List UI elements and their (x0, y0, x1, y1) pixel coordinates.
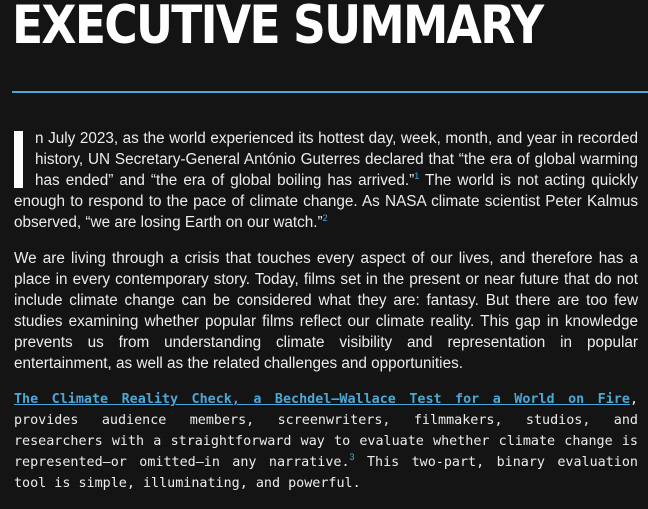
paragraph-2: We are living through a crisis that touches every aspect of our lives, and therefore has a place in every contemporary story. Today, films set in the present or near future that do not include climate change can be considered what they are: fantasy. But there are too few studies examining whether popular films reflect our climate reality. This gap in knowledge prevents us from understanding climate visibility and representation in popular entertainment, as well as the related challenges and opportunities. (14, 250, 638, 372)
footnote-ref-1[interactable]: 1 (414, 171, 420, 181)
page-title: EXECUTIVE SUMMARY (12, 0, 543, 56)
paragraph-1 (14, 128, 638, 233)
paragraph-1-text-b: The world is not acting quickly enough to respond to the pace of climate change. As NASA climate scientist Peter Kalmus observed, “we are losing Earth on our watch.” (14, 172, 638, 231)
title-divider (12, 91, 648, 93)
climate-reality-check-link[interactable]: The Climate Reality Check, a Bechdel–Wallace Test for a World on Fire (14, 392, 630, 407)
drop-cap-bar (14, 131, 23, 188)
footnote-ref-2[interactable]: 2 (322, 213, 328, 223)
footnote-ref-3[interactable]: 3 (349, 452, 355, 462)
summary-body (14, 128, 638, 509)
paragraph-3-text-a: , provides audience members, screenwriters, filmmakers, studios, and researchers with a straightforward way to evaluate whether climate change is represented—or omitted—in any narrative. (14, 392, 638, 470)
drop-cap-letter (35, 128, 36, 129)
paragraph-1-text-a: n July 2023, as the world experienced its hottest day, week, month, and year in recorded history, UN Secretary-General António Guterres declared that “the era of global warming has ended” and “the era of global boiling has arrived.” (35, 130, 638, 189)
paragraph-3-text-b: This two-part, binary evaluation tool is simple, illuminating, and powerful. (14, 455, 638, 491)
paragraph-3 (14, 389, 638, 494)
